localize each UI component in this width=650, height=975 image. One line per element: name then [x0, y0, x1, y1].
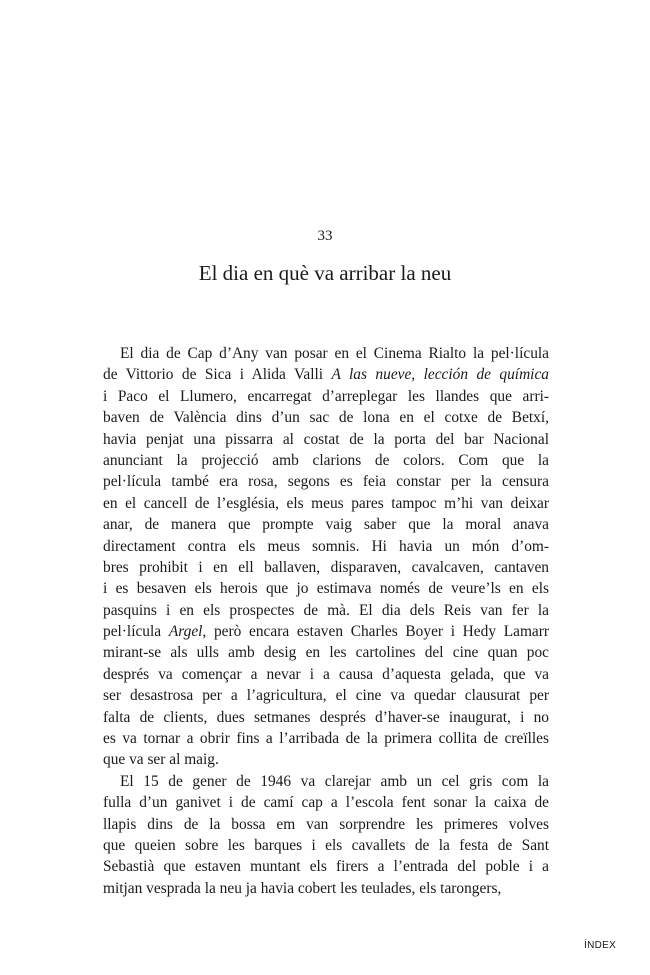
text-segment: mitjan vesprada la neu ja havia cobert les teulades, els tarongers, [103, 879, 502, 897]
text-line [103, 835, 549, 856]
text-segment: baven de València dins d’un sac de lona en el cotxe de Betxí, [103, 409, 549, 427]
text-segment: llapis dins de la bossa em van sorprendre les primeres volves [103, 815, 549, 833]
text-segment: després va començar a nevar i a causa d’aquesta gelada, que va [103, 665, 549, 683]
text-line [103, 429, 549, 450]
text-line [103, 471, 549, 492]
text-segment: pel·lícula [103, 623, 169, 641]
text-line [103, 407, 549, 428]
index-link[interactable]: ÍNDEX [584, 940, 617, 951]
text-line [103, 792, 549, 813]
text-segment: de Vittorio de Sica i Alida Valli [103, 366, 332, 384]
text-segment: en el cancell de l’església, els meus pares tampoc m’hi van deixar [103, 494, 549, 512]
text-segment: havia penjat una pissarra al costat de la porta del bar Nacional [103, 430, 549, 448]
italic-title: Argel, [168, 623, 207, 641]
text-segment: es va tornar a obrir fins a l’arribada de la primera collita de creïlles [103, 730, 549, 748]
text-line [103, 536, 549, 557]
text-segment: bres prohibit i en ell ballaven, disparaven, cavalcaven, cantaven [103, 558, 549, 576]
text-line [103, 749, 549, 770]
chapter-number: 33 [317, 228, 333, 244]
text-line [103, 493, 549, 514]
text-segment: Sebastià que estaven muntant els firers a l’entrada del poble i a [103, 858, 549, 876]
text-segment: fulla d’un ganivet i de camí cap a l’escola fent sonar la caixa de [103, 794, 549, 812]
text-segment: però encara estaven Charles Boyer i Hedy Lamarr [206, 623, 549, 641]
text-line [103, 814, 549, 835]
text-segment: directament contra els meus somnis. Hi havia un món d’om- [103, 537, 549, 555]
text-segment: anar, de manera que prompte vaig saber que la moral anava [103, 516, 549, 534]
text-segment: anunciant la projecció amb clarions de colors. Com que la [103, 451, 549, 469]
text-line [103, 664, 549, 685]
text-segment: El 15 de gener de 1946 va clarejar amb un cel gris com la [120, 772, 549, 790]
text-segment: i Paco el Llumero, encarregat d’arreplegar les llandes que arri- [103, 387, 549, 405]
text-segment: falta de clients, dues setmanes després d’haver-se inaugurat, i no [103, 708, 549, 726]
italic-title: A las nueve, lección de química [331, 366, 549, 384]
text-line [103, 364, 549, 385]
text-segment: pasquins i en els prospectes de mà. El dia dels Reis van fer la [103, 601, 549, 619]
text-segment: mirant-se als ulls amb desig en les cartolines del cine quan poc [103, 644, 549, 662]
text-line [103, 557, 549, 578]
text-segment: ser desastrosa per a l’agricultura, el cine va quedar clausurat per [103, 687, 549, 705]
text-line [103, 386, 549, 407]
text-line [103, 578, 549, 599]
text-segment: que va ser al maig. [103, 751, 219, 769]
text-line [103, 707, 549, 728]
text-line [103, 343, 549, 364]
text-line [103, 514, 549, 535]
text-line [103, 621, 549, 642]
text-segment: pel·lícula també era rosa, segons es feia constar per la censura [103, 473, 549, 491]
paragraph [103, 771, 549, 899]
text-line [103, 600, 549, 621]
text-segment: i es besaven els herois que jo estimava només de veure’ls en els [103, 580, 549, 598]
paragraph [103, 343, 549, 771]
chapter-title: El dia en què va arribar la neu [198, 261, 452, 285]
text-line [103, 856, 549, 877]
text-segment: que queien sobre les barques i els cavallets de la festa de Sant [103, 836, 549, 854]
text-line [103, 771, 549, 792]
text-segment: El dia de Cap d’Any van posar en el Cinema Rialto la pel·lícula [120, 345, 549, 362]
text-line [103, 728, 549, 749]
text-line [103, 878, 549, 899]
body-text [103, 343, 549, 899]
text-line [103, 450, 549, 471]
text-line [103, 685, 549, 706]
text-line [103, 642, 549, 663]
